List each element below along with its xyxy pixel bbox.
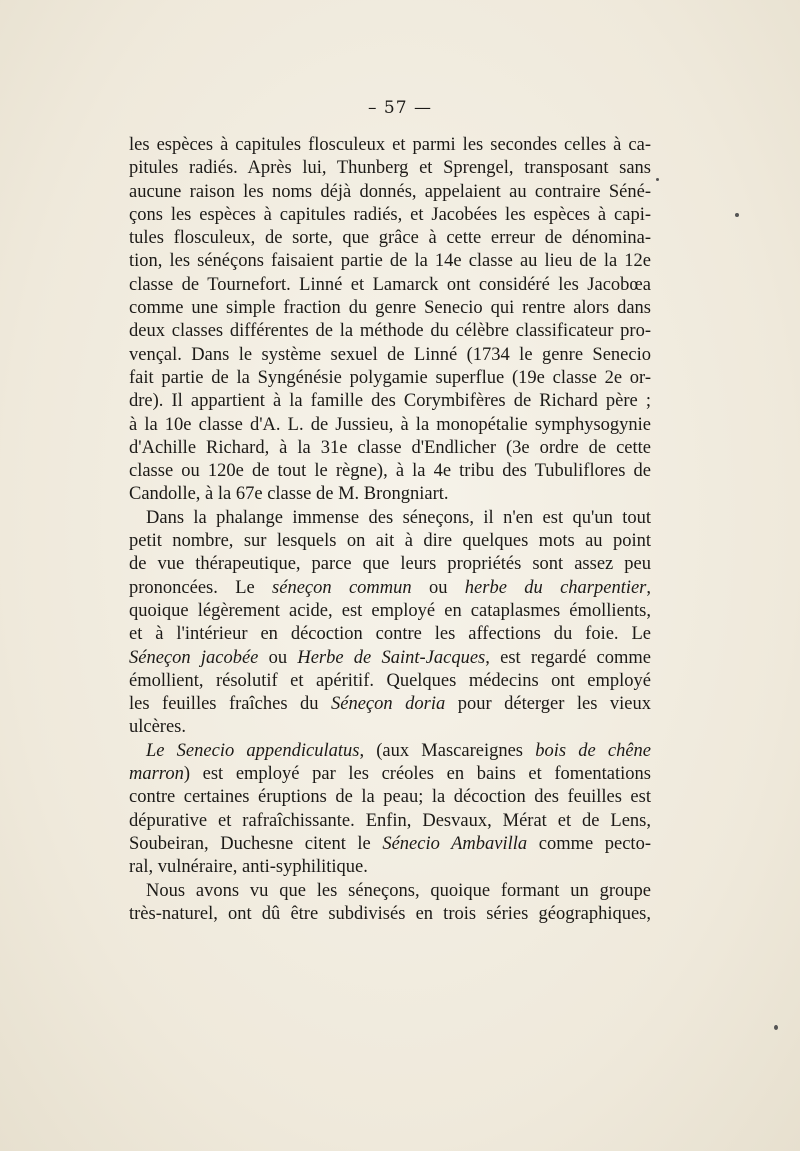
italic-text: Séneçon doria: [331, 694, 446, 715]
text-line: [129, 181, 651, 204]
text-run: deux classes différentes de la méthode du célèbre classificateur pro-: [129, 321, 651, 342]
text-run: émollient, résolutif et apéritif. Quelques médecins ont employé: [129, 670, 651, 691]
text-run: pitules radiés. Après lui, Thunberg et Sprengel, transposant sans: [129, 158, 651, 179]
text-line: [129, 903, 651, 926]
text-run: vençal. Dans le système sexuel de Linné (1734 le genre Senecio: [129, 344, 651, 365]
page-number: – 57 —: [368, 98, 432, 118]
text-line: [129, 600, 651, 623]
text-line: [129, 460, 651, 483]
text-run: çons les espèces à capitules radiés, et Jacobées les espèces à capi-: [129, 204, 651, 225]
text-line: [129, 414, 651, 437]
text-line: [129, 693, 651, 716]
text-line: [129, 647, 651, 670]
text-line: [129, 437, 651, 460]
text-line: [129, 856, 651, 879]
text-line: [129, 134, 651, 157]
text-run: très-naturel, ont dû être subdivisés en trois séries géographiques,: [129, 903, 651, 924]
ink-speck: [774, 1025, 778, 1030]
text-line: [129, 344, 651, 367]
text-line: [129, 320, 651, 343]
text-line: [129, 227, 651, 250]
italic-text: séneçon commun: [272, 577, 412, 598]
text-run: dre). Il appartient à la famille des Corymbifères de Richard père ;: [129, 391, 651, 412]
text-run: tules flosculeux, de sorte, que grâce à cette erreur de dénomina-: [129, 228, 651, 249]
text-line: [129, 810, 651, 833]
text-run: ou: [258, 647, 298, 668]
text-line: [129, 157, 651, 180]
text-run: de vue thérapeutique, parce que leurs propriétés sont assez peu: [129, 554, 651, 575]
text-run: d'Achille Richard, à la 31e classe d'Endlicher (3e ordre de cette: [129, 437, 651, 458]
italic-text: Herbe de Saint-Jacques: [297, 647, 486, 668]
text-run: Dans la phalange immense des séneçons, il n'en est qu'un tout: [146, 507, 651, 528]
text-run: aucune raison les noms déjà donnés, appelaient au contraire Séné-: [129, 181, 651, 202]
text-line: [129, 530, 651, 553]
italic-text: marron: [129, 764, 184, 785]
text-line: [129, 483, 651, 506]
text-run: comme pecto-: [527, 833, 651, 854]
text-run: petit nombre, sur lesquels on ait à dire quelques mots au point: [129, 531, 651, 552]
text-run: ,: [646, 577, 652, 598]
ink-speck: [735, 213, 739, 217]
text-line: [129, 204, 651, 227]
text-line: [129, 367, 651, 390]
italic-text: Sénecio Ambavilla: [382, 833, 528, 854]
text-run: Soubeiran, Duchesne citent le: [129, 833, 383, 854]
text-run: ral, vulnéraire, anti-syphilitique.: [129, 857, 368, 878]
text-run: , (aux Mascareignes: [359, 740, 536, 761]
italic-text: Le Senecio appendiculatus: [146, 740, 360, 761]
text-run: ou: [411, 577, 465, 598]
text-run: et à l'intérieur en décoction contre les affections du foie. Le: [129, 624, 651, 645]
text-line: [129, 786, 651, 809]
text-line: [129, 577, 651, 600]
text-line: [129, 297, 651, 320]
text-run: à la 10e classe d'A. L. de Jussieu, à la monopétalie symphysogynie: [129, 414, 651, 435]
text-run: fait partie de la Syngénésie polygamie superflue (19e classe 2e or-: [129, 367, 651, 388]
text-run: les feuilles fraîches du: [129, 694, 331, 715]
text-run: , est regardé comme: [485, 647, 652, 668]
text-run: ) est employé par les créoles en bains et fomentations: [183, 764, 651, 785]
text-line: [129, 507, 651, 530]
text-run: pour déterger les vieux: [445, 694, 651, 715]
text-line: [129, 716, 651, 739]
text-run: dépurative et rafraîchissante. Enfin, Desvaux, Mérat et de Lens,: [129, 810, 651, 831]
text-run: classe de Tournefort. Linné et Lamarck ont considéré les Jacobœa: [129, 274, 651, 295]
italic-text: bois de chêne: [535, 740, 652, 761]
text-run: quoique légèrement acide, est employé en cataplasmes émollients,: [129, 600, 651, 621]
text-run: contre certaines éruptions de la peau; la décoction des feuilles est: [129, 787, 651, 808]
ink-speck: [656, 178, 659, 181]
italic-text: Séneçon jacobée: [129, 647, 259, 668]
text-line: [129, 553, 651, 576]
text-line: [129, 670, 651, 693]
text-run: les espèces à capitules flosculeux et parmi les secondes celles à ca-: [129, 135, 651, 155]
text-line: [129, 390, 651, 413]
text-line: [129, 880, 651, 903]
text-line: [129, 250, 651, 273]
text-run: comme une simple fraction du genre Senecio qui rentre alors dans: [129, 298, 651, 319]
text-line: [129, 740, 651, 763]
text-run: classe ou 120e de tout le règne), à la 4e tribu des Tubuliflores de: [129, 461, 651, 482]
text-run: Nous avons vu que les séneçons, quoique formant un groupe: [146, 880, 651, 901]
text-line: [129, 274, 651, 297]
text-run: tion, les sénéçons faisaient partie de la 14e classe au lieu de la 12e: [129, 251, 651, 272]
text-run: Candolle, à la 67e classe de M. Brongniart.: [129, 484, 449, 505]
body-text: [129, 134, 651, 926]
text-line: [129, 623, 651, 646]
text-run: ulcères.: [129, 717, 187, 738]
text-line: [129, 763, 651, 786]
italic-text: herbe du charpentier: [464, 577, 647, 598]
text-run: prononcées. Le: [129, 577, 273, 598]
text-line: [129, 833, 651, 856]
